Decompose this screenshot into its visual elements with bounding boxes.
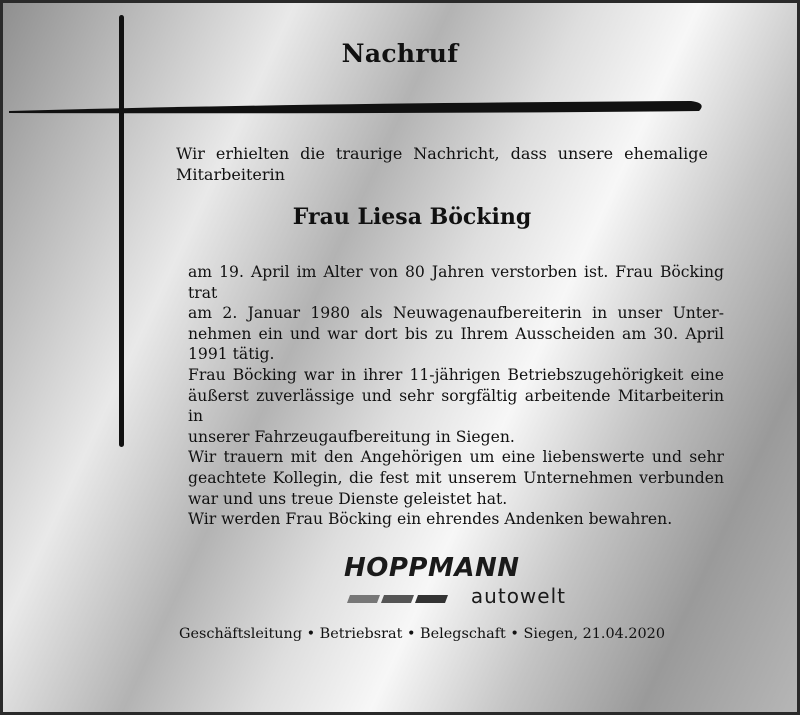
- body-line: Frau Böcking war in ihrer 11-jährigen Betriebszugehörigkeit eine: [188, 365, 724, 384]
- company-logo: [344, 553, 574, 613]
- intro-line: Wir erhielten die traurige Nachricht, dass unsere ehemalige: [176, 144, 708, 163]
- body-line: Wir trauern mit den Angehörigen um eine liebenswerte und sehr: [188, 448, 724, 467]
- logo-stripes-icon: [346, 593, 450, 605]
- body-line: unserer Fahrzeugaufbereitung in Siegen.: [188, 427, 515, 446]
- body-line: am 2. Januar 1980 als Neuwagenaufbereiterin in unser Unter-: [188, 304, 724, 323]
- body-line: 1991 tätig.: [188, 345, 275, 364]
- page-title: Nachruf: [341, 39, 459, 68]
- body-line: äußerst zuverlässige und sehr sorgfältig arbeitende Mitarbeiterin in: [188, 386, 724, 426]
- logo-subtitle: autowelt: [470, 584, 566, 608]
- obituary-body: [188, 262, 724, 530]
- cross-vertical-stroke: [119, 15, 124, 447]
- intro-text: [176, 143, 708, 185]
- intro-line: Mitarbeiterin: [176, 165, 285, 184]
- body-line: war und uns treue Dienste geleistet hat.: [188, 489, 508, 508]
- obituary-card: [3, 3, 797, 712]
- cross-horizontal-stroke: [9, 99, 705, 117]
- logo-wordmark: HOPPMANN: [344, 553, 520, 583]
- body-line: am 19. April im Alter von 80 Jahren verstorben ist. Frau Böcking trat: [188, 263, 724, 302]
- signature-line: Geschäftsleitung • Betriebsrat • Belegschaft • Siegen, 21.04.2020: [178, 626, 665, 642]
- body-line: nehmen ein und war dort bis zu Ihrem Ausscheiden am 30. April: [188, 324, 724, 343]
- deceased-name: Frau Liesa Böcking: [292, 204, 532, 230]
- body-line: geachtete Kollegin, die fest mit unserem Unternehmen verbunden: [188, 468, 724, 487]
- body-line: Wir werden Frau Böcking ein ehrendes Andenken bewahren.: [188, 510, 673, 529]
